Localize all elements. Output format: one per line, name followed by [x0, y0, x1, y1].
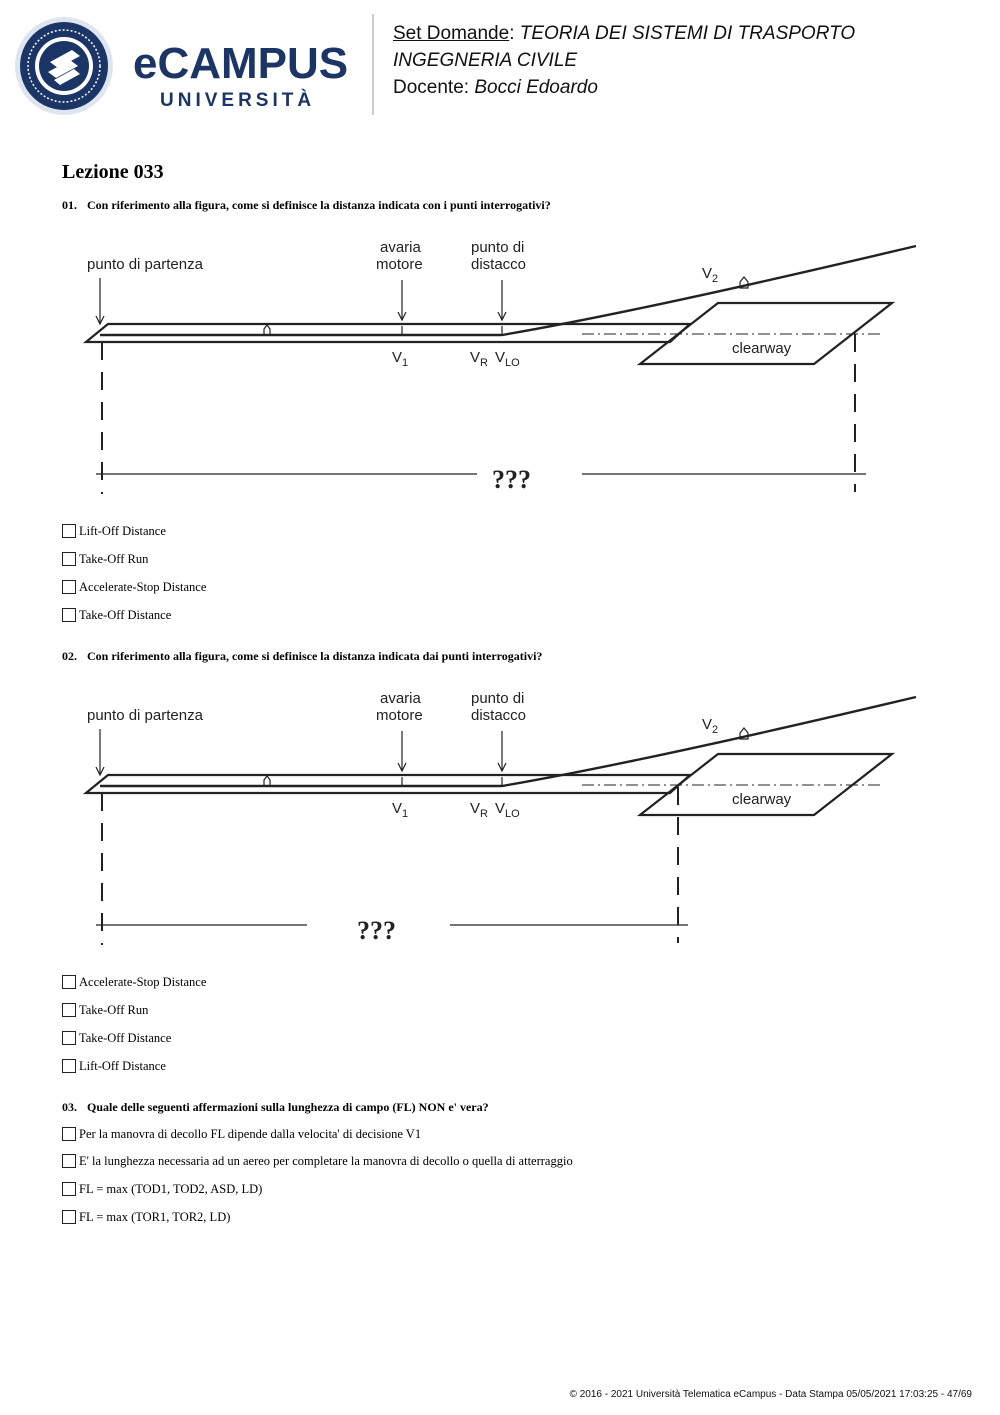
option-label: Take-Off Distance: [79, 607, 172, 622]
label-liftoff-2: distacco: [471, 707, 527, 724]
q3-option-4[interactable]: [62, 1209, 230, 1225]
option-label: Lift-Off Distance: [79, 523, 166, 538]
checkbox[interactable]: [62, 552, 76, 566]
label-vr-sub: R: [480, 808, 488, 820]
set-label: Set Domande: [393, 23, 510, 44]
q3-option-2[interactable]: [62, 1153, 573, 1169]
page-footer: © 2016 - 2021 Università Telematica eCampus - Data Stampa 05/05/2021 17:03:25 - 47/69: [569, 1389, 972, 1400]
question-02: [62, 649, 542, 664]
option-label: Lift-Off Distance: [79, 1058, 166, 1073]
course-name: INGEGNERIA CIVILE: [393, 50, 578, 71]
set-title: TEORIA DEI SISTEMI DI TRASPORTO: [519, 23, 856, 44]
label-v1-sub: 1: [402, 357, 409, 369]
label-clearway: clearway: [732, 340, 792, 357]
label-engine-failure-1: avaria: [380, 690, 421, 707]
label-start-point: punto di partenza: [87, 707, 203, 724]
checkbox[interactable]: [62, 975, 76, 989]
checkbox[interactable]: [62, 1003, 76, 1017]
checkbox[interactable]: [62, 524, 76, 538]
university-seal-logo: [14, 16, 114, 116]
option-label: Accelerate-Stop Distance: [79, 974, 207, 989]
ecampus-wordmark: [133, 38, 358, 113]
checkbox[interactable]: [62, 1182, 76, 1196]
label-engine-failure-2: motore: [376, 256, 423, 273]
question-number: 01.: [62, 198, 77, 212]
svg-text:V1: [392, 349, 408, 369]
q3-option-1[interactable]: [62, 1126, 421, 1142]
question-text: Con riferimento alla figura, come si definisce la distanza indicata con i punti interrogativi?: [87, 198, 551, 212]
question-number: 03.: [62, 1100, 77, 1114]
label-vlo: V: [495, 349, 506, 366]
q1-option-4[interactable]: [62, 607, 171, 623]
lesson-title: Lezione 033: [62, 161, 164, 183]
checkbox[interactable]: [62, 1210, 76, 1224]
option-label: E' la lunghezza necessaria ad un aereo per completare la manovra di decollo o quella di atterraggio: [79, 1153, 573, 1168]
question-text: Con riferimento alla figura, come si definisce la distanza indicata dai punti interrogativi?: [87, 649, 543, 663]
q2-option-1[interactable]: [62, 974, 206, 990]
q1-option-3[interactable]: [62, 579, 206, 595]
checkbox[interactable]: [62, 1059, 76, 1073]
option-label: Take-Off Run: [79, 1002, 149, 1017]
q1-option-2[interactable]: [62, 551, 148, 567]
takeoff-figure-1: [82, 226, 922, 506]
label-vlo-sub: LO: [505, 357, 520, 369]
label-vr: V: [470, 800, 481, 817]
option-label: FL = max (TOR1, TOR2, LD): [79, 1209, 231, 1224]
takeoff-figure-2: [82, 677, 922, 957]
label-engine-failure-1: avaria: [380, 239, 421, 256]
option-label: Take-Off Distance: [79, 1030, 172, 1045]
header-info: Set Domande: TEORIA DEI SISTEMI DI TRASPORTO INGEGNERIA CIVILE Docente: Bocci Edoardo: [393, 23, 856, 98]
label-liftoff-1: punto di: [471, 690, 525, 707]
svg-text:VLO: [495, 349, 520, 369]
svg-text:V2: [702, 716, 718, 736]
label-v2-sub: 2: [712, 724, 719, 736]
q2-option-4[interactable]: [62, 1058, 166, 1074]
question-01: [62, 198, 551, 213]
checkbox[interactable]: [62, 1154, 76, 1168]
checkbox[interactable]: [62, 580, 76, 594]
q1-option-1[interactable]: [62, 523, 166, 539]
svg-text:V1: [392, 800, 408, 820]
option-label: Accelerate-Stop Distance: [79, 579, 207, 594]
label-unknown-distance: ???: [492, 465, 531, 494]
label-v2-sub: 2: [712, 273, 719, 285]
label-vr-sub: R: [480, 357, 488, 369]
svg-text:VR: [470, 800, 488, 820]
option-label: Per la manovra di decollo FL dipende dalla velocita' di decisione V1: [79, 1126, 422, 1141]
label-vlo-sub: LO: [505, 808, 520, 820]
question-text: Quale delle seguenti affermazioni sulla lunghezza di campo (FL) NON e' vera?: [87, 1100, 489, 1114]
label-engine-failure-2: motore: [376, 707, 423, 724]
checkbox[interactable]: [62, 1031, 76, 1045]
label-v1: V: [392, 349, 403, 366]
label-liftoff-1: punto di: [471, 239, 525, 256]
q2-option-2[interactable]: [62, 1002, 148, 1018]
page-header: [0, 0, 1000, 130]
question-03: [62, 1100, 489, 1115]
teacher-name: Bocci Edoardo: [474, 77, 598, 98]
label-clearway: clearway: [732, 791, 792, 808]
checkbox[interactable]: [62, 608, 76, 622]
q3-option-3[interactable]: [62, 1181, 262, 1197]
label-liftoff-2: distacco: [471, 256, 527, 273]
brand-sub: UNIVERSITÀ: [160, 90, 316, 111]
question-number: 02.: [62, 649, 77, 663]
teacher-label: Docente:: [393, 77, 470, 98]
svg-text:VR: [470, 349, 488, 369]
brand-main: eCAMPUS: [133, 39, 349, 88]
label-v1-sub: 1: [402, 808, 409, 820]
label-v2: V: [702, 716, 713, 733]
label-vr: V: [470, 349, 481, 366]
label-start-point: punto di partenza: [87, 256, 203, 273]
option-label: FL = max (TOD1, TOD2, ASD, LD): [79, 1181, 263, 1196]
label-v1: V: [392, 800, 403, 817]
svg-text:V2: [702, 265, 718, 285]
q2-option-3[interactable]: [62, 1030, 171, 1046]
option-label: Take-Off Run: [79, 551, 149, 566]
svg-text:VLO: [495, 800, 520, 820]
label-v2: V: [702, 265, 713, 282]
header-divider: [372, 14, 374, 115]
checkbox[interactable]: [62, 1127, 76, 1141]
label-unknown-distance: ???: [357, 916, 396, 945]
label-vlo: V: [495, 800, 506, 817]
